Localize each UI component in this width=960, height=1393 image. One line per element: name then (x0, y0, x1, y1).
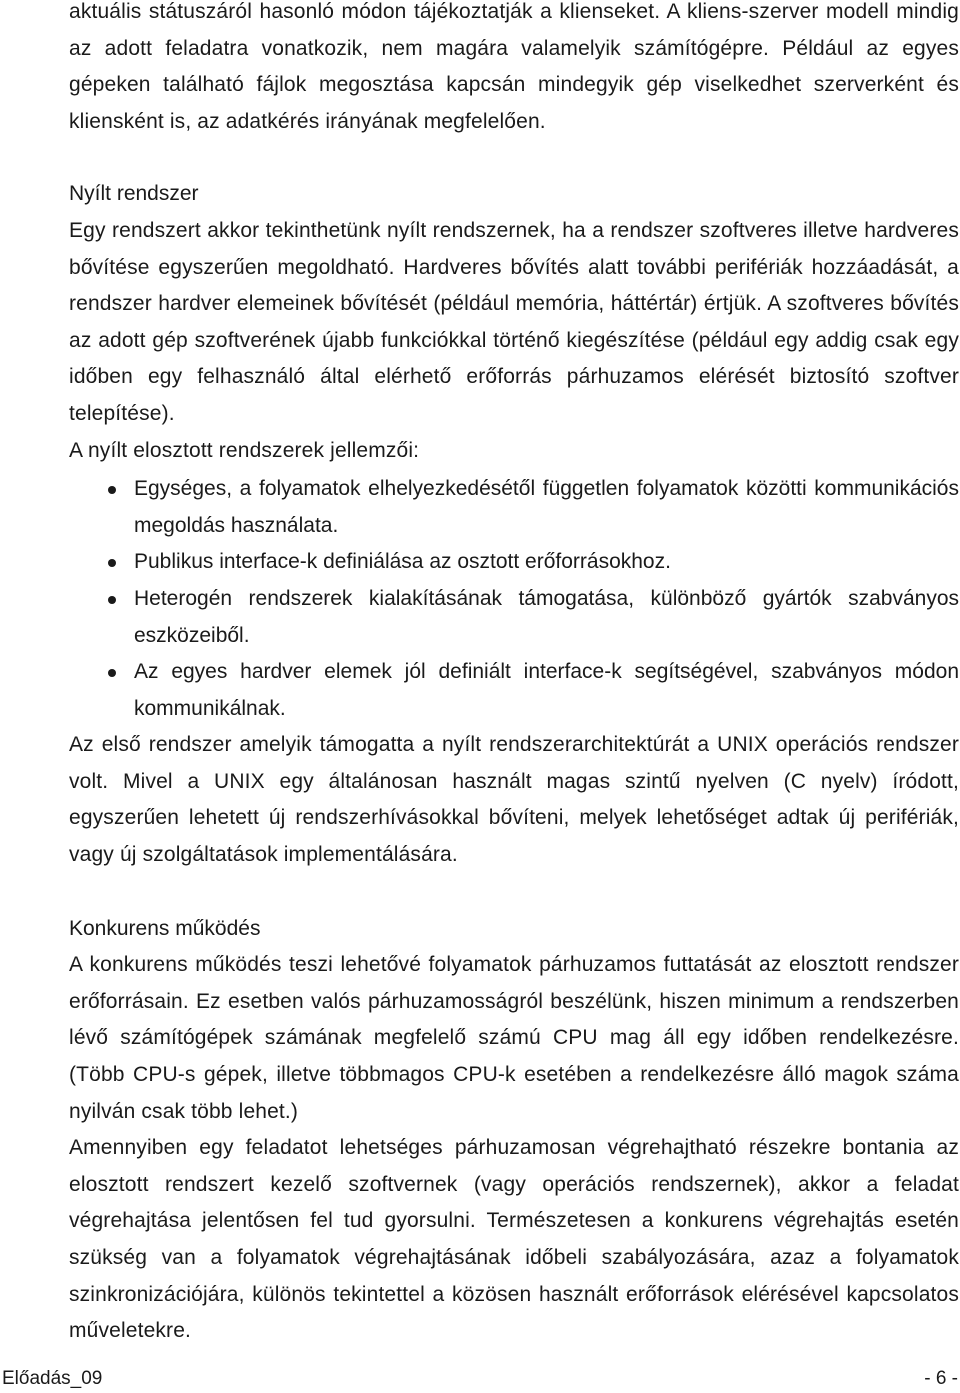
bullet-icon (108, 669, 116, 677)
features-list (69, 471, 959, 727)
bullet-icon (108, 559, 116, 567)
list-item-text: Heterogén rendszerek kialakításának támogatása, különböző gyártók szabványos eszközeiből. (134, 586, 959, 647)
page-footer (0, 1365, 960, 1393)
open-system-paragraph: Egy rendszert akkor tekinthetünk nyílt rendszernek, ha a rendszer szoftveres illetve hardveres bővítése egyszerűen megoldható. Hardveres bővítés alatt további perifériák hozzáadását, a rendszer hardver elemeinek bővítését (például memória, háttértár) értjük. A szoftveres bővítés az adott gép szoftverének újabb funkciókkal történő kiegészítése (például egy addig csak egy időben egy felhasználó által elérhető erőforrás párhuzamos elérését biztosító szoftver telepítése). (69, 218, 959, 425)
bullet-icon (108, 596, 116, 604)
list-item (69, 654, 959, 727)
list-item-text: Publikus interface-k definiálása az osztott erőforrásokhoz. (134, 550, 671, 574)
paragraph-spacer (69, 874, 959, 911)
paragraph-spacer (69, 140, 959, 176)
list-item-text: Az egyes hardver elemek jól definiált interface-k segítségével, szabványos módon kommunikálnak. (134, 660, 959, 720)
footer-lecture-label: Előadás_09 (2, 1368, 103, 1389)
bullet-icon (108, 486, 116, 494)
concurrent-paragraph-2: Amennyiben egy feladatot lehetséges párhuzamosan végrehajtható részekre bontania az elosztott rendszert kezelő szoftvernek (vagy operációs rendszernek), akkor a feladat végrehajtása jelentősen fel tud gyorsulni. Természetesen a konkurens végrehajtás esetén szükség van a folyamatok végrehajtásának időbeli szabályozására, azaz a folyamatok szinkronizációjára, különös tekintettel a közösen használt erőforrások elérésével kapcsolatos műveletekre. (69, 1136, 959, 1343)
section-heading-open-system: Nyílt rendszer (69, 182, 199, 206)
list-item (69, 544, 959, 581)
document-page (69, 0, 959, 1350)
list-item-text: Egységes, a folyamatok elhelyezkedésétől független folyamatok közötti kommunikációs megoldás használata. (134, 477, 959, 537)
list-item (69, 471, 959, 544)
intro-paragraph: aktuális státuszáról hasonló módon tájékoztatják a klienseket. A kliens-szerver modell mindig az adott feladatra vonatkozik, nem magára valamelyik számítógépre. Például az egyes gépeken található fájlok megosztása kapcsán mindegyik gép viselkedhet szerverként és kliensként is, az adatkérés irányának megfelelően. (69, 0, 959, 133)
footer-page-number: - 6 - (924, 1368, 958, 1389)
section-heading-concurrent: Konkurens működés (69, 916, 261, 940)
unix-paragraph: Az első rendszer amelyik támogatta a nyílt rendszerarchitektúrát a UNIX operációs rendszer volt. Mivel a UNIX egy általánosan használt magas szintű nyelven (C nyelv) íródott, egyszerűen lehetett új rendszerhívásokkal bővíteni, melyek lehetőséget adtak új perifériák, vagy új szolgáltatások implementálására. (69, 733, 959, 867)
list-item (69, 581, 959, 654)
features-intro: A nyílt elosztott rendszerek jellemzői: (69, 438, 420, 462)
concurrent-paragraph-1: A konkurens működés teszi lehetővé folyamatok párhuzamos futtatását az elosztott rendszer erőforrásain. Ez esetben valós párhuzamosságról beszélünk, hiszen minimum a rendszerben lévő számítógépek számának megfelelő számú CPU mag áll egy időben rendelkezésre. (Több CPU-s gépek, illetve többmagos CPU-k esetében a rendelkezésre álló magok száma nyilván csak több lehet.) (69, 953, 959, 1123)
